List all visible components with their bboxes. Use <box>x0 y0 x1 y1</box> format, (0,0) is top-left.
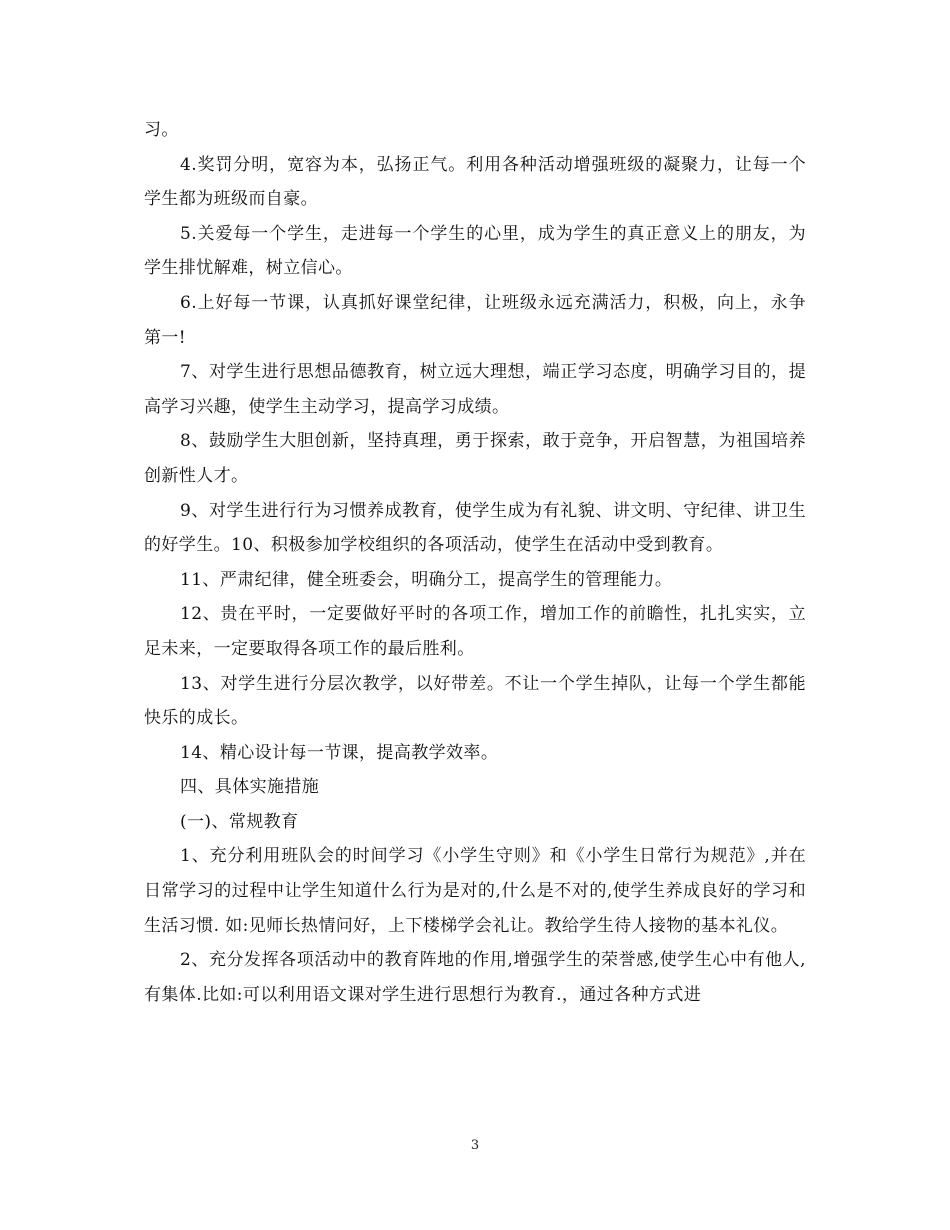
paragraph-item-13: 13、对学生进行分层次教学，以好带差。不让一个学生掉队，让每一个学生都能快乐的成长。 <box>144 673 806 729</box>
subsection-heading-routine-education: (一)、常规教育 <box>180 811 299 832</box>
document-body <box>144 113 806 1012</box>
paragraph-measure-1: 1、充分利用班队会的时间学习《小学生守则》和《小学生日常行为规范》,并在日常学习的过程中让学生知道什么行为是对的,什么是不对的,使学生养成良好的学习和生活习惯. 如:见师长热情问好，上下楼梯学会礼让。教给学生待人接物的基本礼仪。 <box>144 846 806 936</box>
page-number: 3 <box>470 1138 480 1153</box>
paragraph-item-5: 5.关爱每一个学生，走进每一个学生的心里，成为学生的真正意义上的朋友，为学生排忧解难，树立信心。 <box>144 223 806 279</box>
paragraph-continuation: 习。 <box>144 120 179 140</box>
paragraph-item-14: 14、精心设计每一节课，提高教学效率。 <box>180 742 499 763</box>
paragraph-measure-2: 2、充分发挥各项活动中的教育阵地的作用,增强学生的荣誉感,使学生心中有他人,有集体.比如:可以利用语文课对学生进行思想行为教育.，通过各种方式进 <box>144 950 806 1005</box>
section-heading-implementation: 四、具体实施措施 <box>180 777 320 798</box>
paragraph-item-11: 11、严肃纪律，健全班委会，明确分工，提高学生的管理能力。 <box>180 569 673 590</box>
paragraph-item-7: 7、对学生进行思想品德教育，树立远大理想，端正学习态度，明确学习目的，提高学习兴趣，使学生主动学习，提高学习成绩。 <box>144 362 806 417</box>
paragraph-item-6: 6.上好每一节课，认真抓好课堂纪律，让班级永远充满活力，积极，向上，永争第一! <box>144 292 806 348</box>
paragraph-item-4: 4.奖罚分明，宽容为本，弘扬正气。利用各种活动增强班级的凝聚力，让每一个学生都为班级而自豪。 <box>144 154 806 210</box>
paragraph-item-12: 12、贵在平时，一定要做好平时的各项工作，增加工作的前瞻性，扎扎实实，立足未来，一定要取得各项工作的最后胜利。 <box>144 604 806 659</box>
paragraph-item-8: 8、鼓励学生大胆创新，坚持真理，勇于探索，敢于竞争，开启智慧，为祖国培养创新性人才。 <box>144 431 806 486</box>
paragraph-item-9-10: 9、对学生进行行为习惯养成教育，使学生成为有礼貌、讲文明、守纪律、讲卫生的好学生。10、积极参加学校组织的各项活动，使学生在活动中受到教育。 <box>144 500 806 556</box>
